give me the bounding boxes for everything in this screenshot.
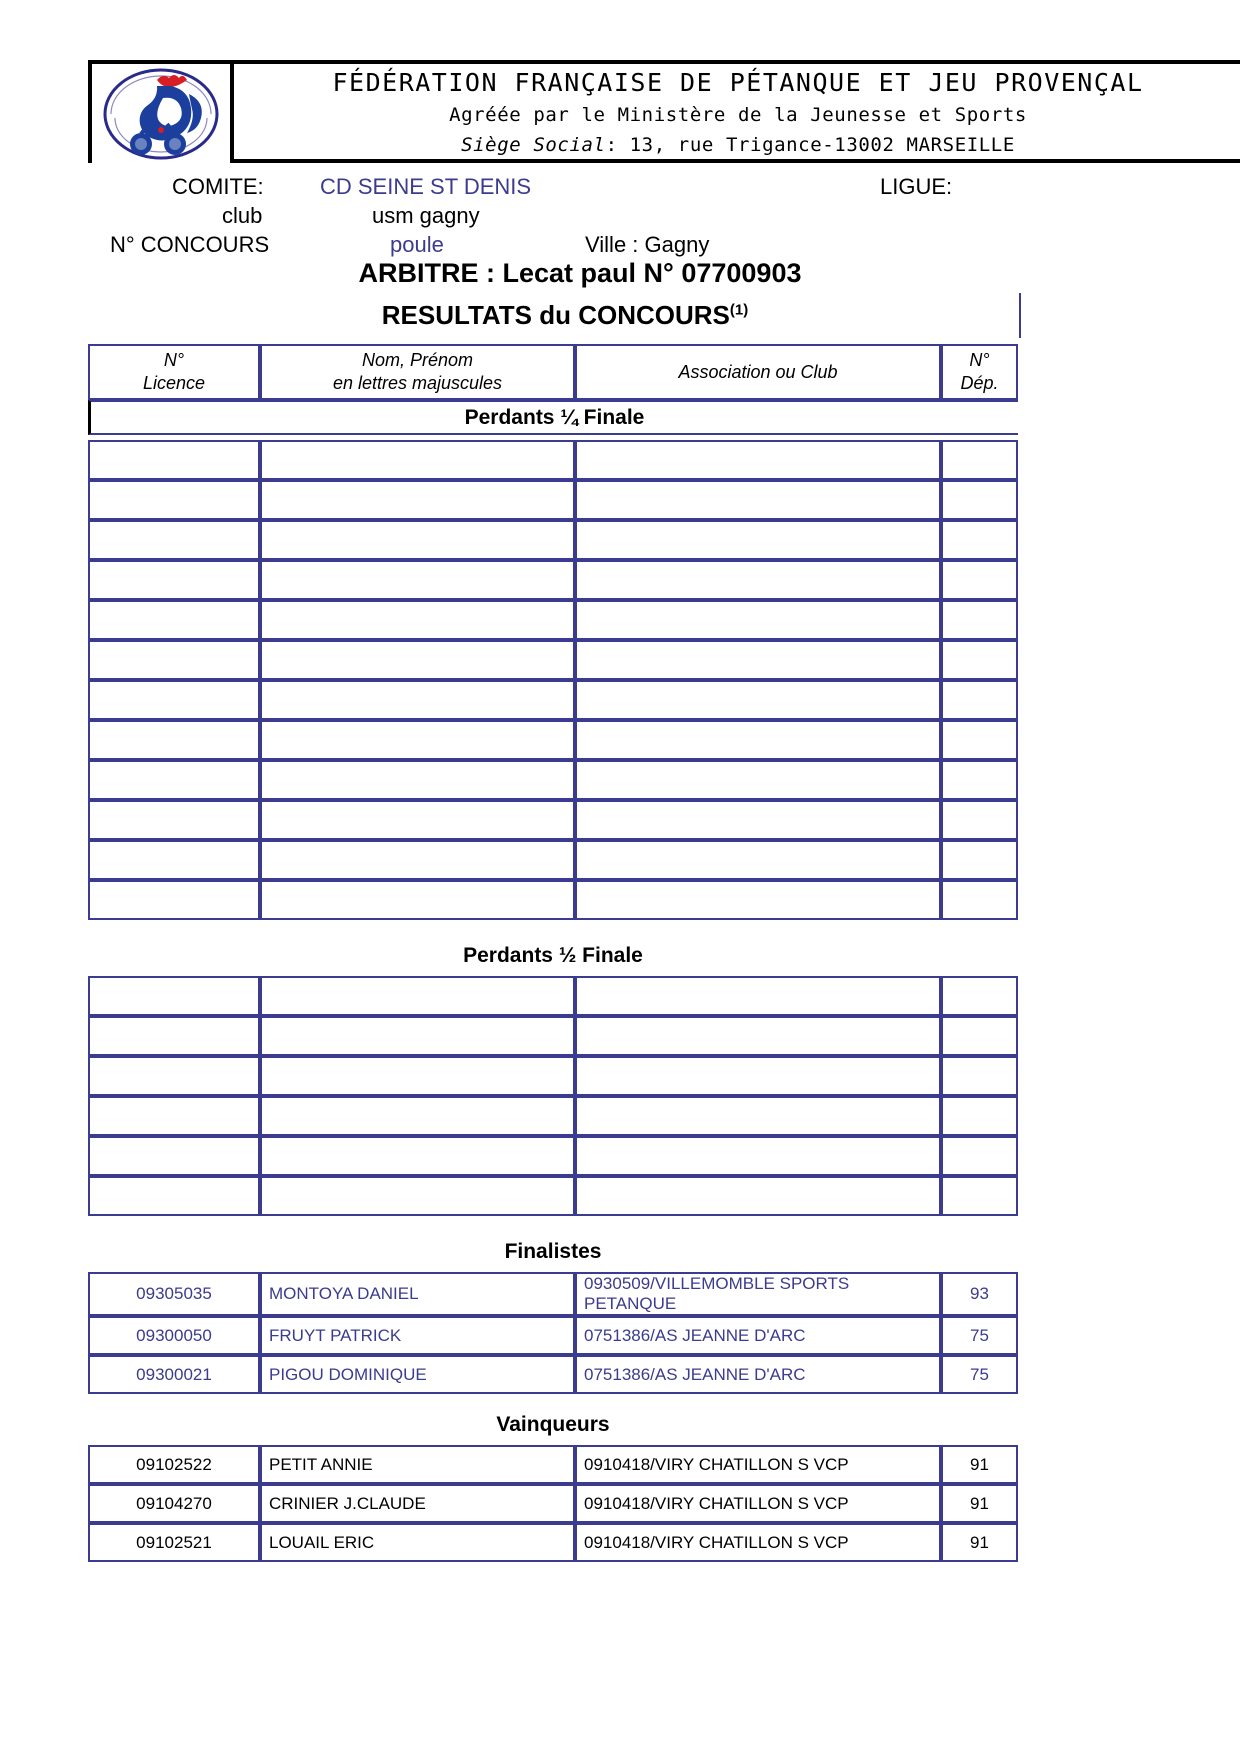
cell-licence[interactable] — [88, 1016, 260, 1056]
cell-club[interactable]: 0930509/VILLEMOMBLE SPORTS PETANQUE — [575, 1272, 941, 1316]
info-row-comite — [0, 172, 1240, 201]
cell-club[interactable]: 0751386/AS JEANNE D'ARC — [575, 1316, 941, 1355]
cell-dep[interactable] — [941, 800, 1018, 840]
comite-label: COMITE: — [172, 174, 264, 199]
cell-dep[interactable] — [941, 440, 1018, 480]
table-row[interactable] — [88, 720, 1018, 760]
cell-licence[interactable] — [88, 1176, 260, 1216]
cell-licence[interactable] — [88, 1096, 260, 1136]
cell-club[interactable] — [575, 680, 941, 720]
section-title-vainqueurs: Vainqueurs — [496, 1413, 610, 1436]
cell-club[interactable] — [575, 1096, 941, 1136]
cell-nom[interactable]: CRINIER J.CLAUDE — [260, 1484, 575, 1523]
table-row[interactable] — [88, 520, 1018, 560]
cell-dep[interactable] — [941, 840, 1018, 880]
cell-licence[interactable] — [88, 1056, 260, 1096]
cell-nom[interactable] — [260, 1136, 575, 1176]
cell-dep[interactable]: 91 — [941, 1484, 1018, 1523]
cell-club[interactable]: 0910418/VIRY CHATILLON S VCP — [575, 1445, 941, 1484]
cell-dep[interactable] — [941, 1016, 1018, 1056]
comite-value: CD SEINE ST DENIS — [320, 174, 532, 199]
cell-club[interactable] — [575, 520, 941, 560]
table-row[interactable] — [88, 1272, 1018, 1316]
cell-dep[interactable] — [941, 560, 1018, 600]
cell-nom[interactable] — [260, 440, 575, 480]
cell-dep[interactable] — [941, 1136, 1018, 1176]
cell-licence[interactable] — [88, 760, 260, 800]
cell-club[interactable] — [575, 440, 941, 480]
table-row[interactable] — [88, 1445, 1018, 1484]
cell-nom[interactable] — [260, 480, 575, 520]
table-row[interactable] — [88, 1484, 1018, 1523]
cell-nom[interactable] — [260, 976, 575, 1016]
cell-licence[interactable]: 09102522 — [88, 1445, 260, 1484]
table-row[interactable] — [88, 1136, 1018, 1176]
cell-club[interactable]: 0910418/VIRY CHATILLON S VCP — [575, 1484, 941, 1523]
table-row[interactable] — [88, 1176, 1018, 1216]
federation-title-block — [238, 66, 1238, 160]
cell-dep[interactable] — [941, 600, 1018, 640]
table-row[interactable] — [88, 680, 1018, 720]
info-row-concours — [0, 230, 1240, 259]
results-table-finalistes — [88, 1272, 1018, 1394]
cell-licence[interactable] — [88, 680, 260, 720]
cell-dep[interactable] — [941, 1176, 1018, 1216]
section-title-perdants-quart: Perdants ¼ Finale — [88, 400, 1018, 435]
cell-nom[interactable] — [260, 840, 575, 880]
section-title-perdants-demi: Perdants ½ Finale — [463, 944, 643, 967]
cell-dep[interactable]: 91 — [941, 1523, 1018, 1562]
table-row[interactable] — [88, 976, 1018, 1016]
cell-licence[interactable] — [88, 480, 260, 520]
table-row[interactable] — [88, 1056, 1018, 1096]
header-club: Association ou Club — [575, 344, 941, 400]
cell-dep[interactable]: 75 — [941, 1316, 1018, 1355]
siege-social-value: : 13, rue Trigance-13002 MARSEILLE — [605, 134, 1015, 156]
table-row[interactable] — [88, 1523, 1018, 1562]
cell-club[interactable] — [575, 600, 941, 640]
cell-dep[interactable] — [941, 760, 1018, 800]
section-title-finalistes: Finalistes — [504, 1240, 602, 1263]
federation-title-line1: FÉDÉRATION FRANÇAISE DE PÉTANQUE ET JEU PROVENÇAL — [332, 68, 1144, 97]
federation-address — [238, 130, 1238, 160]
results-table-perdants-demi — [88, 976, 1018, 1216]
results-table-perdants-quart — [88, 440, 1018, 920]
cell-licence[interactable] — [88, 600, 260, 640]
cell-club[interactable] — [575, 1056, 941, 1096]
cell-licence[interactable]: 09305035 — [88, 1272, 260, 1316]
cell-nom[interactable]: LOUAIL ERIC — [260, 1523, 575, 1562]
ligue-label: LIGUE: — [880, 174, 953, 199]
siege-social-label: Siège Social — [461, 134, 606, 156]
federation-subtitle: Agréée par le Ministère de la Jeunesse et Sports — [449, 104, 1027, 126]
cell-dep[interactable] — [941, 520, 1018, 560]
table-row[interactable] — [88, 880, 1018, 920]
cell-club[interactable] — [575, 1136, 941, 1176]
ffpjp-logo-icon — [92, 64, 234, 163]
ville-value: Ville : Gagny — [585, 232, 710, 257]
cell-nom[interactable]: FRUYT PATRICK — [260, 1316, 575, 1355]
table-row[interactable] — [88, 1316, 1018, 1355]
table-row[interactable] — [88, 640, 1018, 680]
table-header-row — [88, 344, 1018, 400]
cell-licence[interactable] — [88, 1136, 260, 1176]
header-dep: N° Dép. — [941, 344, 1018, 400]
cell-club[interactable]: 0910418/VIRY CHATILLON S VCP — [575, 1523, 941, 1562]
cell-club[interactable] — [575, 640, 941, 680]
cell-club[interactable] — [575, 720, 941, 760]
cell-club[interactable] — [575, 760, 941, 800]
cell-licence[interactable]: 09300021 — [88, 1355, 260, 1394]
cell-nom[interactable] — [260, 1056, 575, 1096]
cell-licence[interactable] — [88, 800, 260, 840]
cell-dep[interactable] — [941, 680, 1018, 720]
cell-licence[interactable]: 09104270 — [88, 1484, 260, 1523]
cell-licence[interactable]: 09102521 — [88, 1523, 260, 1562]
cell-nom[interactable] — [260, 600, 575, 640]
cell-club[interactable] — [575, 1176, 941, 1216]
cell-nom[interactable] — [260, 880, 575, 920]
cell-club[interactable] — [575, 560, 941, 600]
cell-dep[interactable] — [941, 640, 1018, 680]
cell-club[interactable] — [575, 1016, 941, 1056]
cell-dep[interactable] — [941, 1096, 1018, 1136]
club-label: club — [222, 203, 263, 228]
table-row[interactable] — [88, 760, 1018, 800]
competition-info-block — [0, 172, 1240, 262]
page-title-footnote: (1) — [729, 301, 749, 319]
arbitre-title: ARBITRE : Lecat paul N° 07700903 — [358, 258, 802, 288]
table-row[interactable] — [88, 1355, 1018, 1394]
cell-licence[interactable] — [88, 840, 260, 880]
cell-club[interactable]: 0751386/AS JEANNE D'ARC — [575, 1355, 941, 1394]
cell-dep[interactable] — [941, 720, 1018, 760]
poule-value: poule — [390, 232, 444, 257]
header-licence: N° Licence — [88, 344, 260, 400]
cell-licence[interactable] — [88, 520, 260, 560]
cell-club[interactable] — [575, 880, 941, 920]
header-nom: Nom, Prénom en lettres majuscules — [260, 344, 575, 400]
cell-nom[interactable]: PIGOU DOMINIQUE — [260, 1355, 575, 1394]
cell-nom[interactable] — [260, 1176, 575, 1216]
cell-nom[interactable] — [260, 800, 575, 840]
cell-nom[interactable] — [260, 760, 575, 800]
cell-nom[interactable] — [260, 720, 575, 760]
table-row[interactable] — [88, 1016, 1018, 1056]
cell-dep[interactable]: 91 — [941, 1445, 1018, 1484]
cell-licence[interactable] — [88, 880, 260, 920]
cell-nom[interactable]: MONTOYA DANIEL — [260, 1272, 575, 1316]
cell-nom[interactable] — [260, 640, 575, 680]
cell-nom[interactable] — [260, 680, 575, 720]
table-row[interactable] — [88, 840, 1018, 880]
results-table-header — [88, 344, 1018, 400]
cell-licence[interactable]: 09300050 — [88, 1316, 260, 1355]
cell-licence[interactable] — [88, 976, 260, 1016]
cell-dep[interactable] — [941, 1056, 1018, 1096]
page-title-text: RESULTATS du CONCOURS — [381, 300, 730, 330]
club-value: usm gagny — [372, 203, 480, 228]
federation-header — [88, 60, 1240, 163]
cell-club[interactable] — [575, 840, 941, 880]
page-title — [0, 300, 1130, 331]
cell-licence[interactable] — [88, 560, 260, 600]
cell-nom[interactable]: PETIT ANNIE — [260, 1445, 575, 1484]
cell-dep[interactable] — [941, 480, 1018, 520]
cell-nom[interactable] — [260, 520, 575, 560]
table-row[interactable] — [88, 480, 1018, 520]
table-row[interactable] — [88, 600, 1018, 640]
cell-dep[interactable] — [941, 880, 1018, 920]
cell-licence[interactable] — [88, 440, 260, 480]
cell-club[interactable] — [575, 976, 941, 1016]
cell-club[interactable] — [575, 800, 941, 840]
info-row-club — [0, 201, 1240, 230]
cell-dep[interactable]: 75 — [941, 1355, 1018, 1394]
title-side-rule — [1019, 293, 1021, 338]
table-row[interactable] — [88, 1096, 1018, 1136]
cell-nom[interactable] — [260, 1096, 575, 1136]
cell-club[interactable] — [575, 480, 941, 520]
cell-nom[interactable] — [260, 560, 575, 600]
cell-dep[interactable]: 93 — [941, 1272, 1018, 1316]
cell-licence[interactable] — [88, 640, 260, 680]
cell-nom[interactable] — [260, 1016, 575, 1056]
cell-licence[interactable] — [88, 720, 260, 760]
table-row[interactable] — [88, 800, 1018, 840]
table-row[interactable] — [88, 560, 1018, 600]
table-row[interactable] — [88, 440, 1018, 480]
concours-label: N° CONCOURS — [110, 232, 270, 257]
results-table-vainqueurs — [88, 1445, 1018, 1562]
cell-dep[interactable] — [941, 976, 1018, 1016]
